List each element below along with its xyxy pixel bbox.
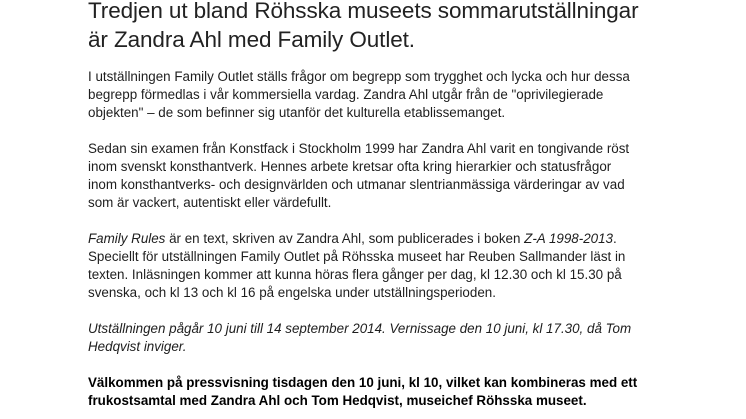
dates-line-2: Hedqvist inviger. <box>88 339 187 354</box>
family-rules-title: Family Rules <box>88 231 166 246</box>
intro-paragraph <box>88 68 728 122</box>
family-rules-line-2: Speciellt för utställningen Family Outlet på Röhsska museet har Reuben Sallmander läst in <box>88 249 626 264</box>
family-rules-paragraph <box>88 230 728 302</box>
family-rules-line-3: texten. Inläsningen kommer att kunna höras flera gånger per dag, kl 12.30 och kl 15.30 på <box>88 267 622 282</box>
dates-line-1: Utställningen pågår 10 juni till 14 september 2014. Vernissage den 10 juni, kl 17.30, då Tom <box>88 321 632 336</box>
intro-line-3: objekten" – de som befinner sig utanför det kulturella etablissemanget. <box>88 105 506 120</box>
headline-line-1: Tredjen ut bland Röhsska museets sommarutställningar <box>88 0 639 23</box>
headline-line-2: är Zandra Ahl med Family Outlet. <box>88 27 415 52</box>
bio-paragraph <box>88 140 728 212</box>
family-rules-line-4: svenska, och kl 13 och kl 16 på engelska under utställningsperioden. <box>88 285 496 300</box>
book-title: Z-A 1998-2013 <box>524 231 613 246</box>
headline <box>88 0 728 54</box>
press-line-1: Välkommen på pressvisning tisdagen den 10 juni, kl 10, vilket kan kombineras med ett <box>88 375 638 390</box>
family-rules-line-1-end: . <box>613 231 617 246</box>
bio-line-4: som är vackert, autentiskt eller värdefullt. <box>88 195 332 210</box>
family-rules-line-1: är en text, skriven av Zandra Ahl, som publicerades i boken <box>165 231 525 246</box>
press-invitation-paragraph <box>88 374 728 410</box>
bio-line-1: Sedan sin examen från Konstfack i Stockholm 1999 har Zandra Ahl varit en tongivande röst <box>88 141 630 156</box>
intro-line-1: I utställningen Family Outlet ställs frågor om begrepp som trygghet och lycka och hur dessa <box>88 69 630 84</box>
bio-line-3: inom konsthantverks- och designvärlden och utmanar slentrianmässiga värderingar av vad <box>88 177 625 192</box>
exhibition-dates-paragraph <box>88 320 728 356</box>
press-line-2: frukostsamtal med Zandra Ahl och Tom Hedqvist, museichef Röhsska museet. <box>88 393 587 408</box>
bio-line-2: inom svenskt konsthantverk. Hennes arbete kretsar ofta kring hierarkier och statusfrågor <box>88 159 612 174</box>
press-release-document <box>88 0 728 410</box>
intro-line-2: begrepp förmedlas i vår kommersiella vardag. Zandra Ahl utgår från de "oprivilegierade <box>88 87 604 102</box>
